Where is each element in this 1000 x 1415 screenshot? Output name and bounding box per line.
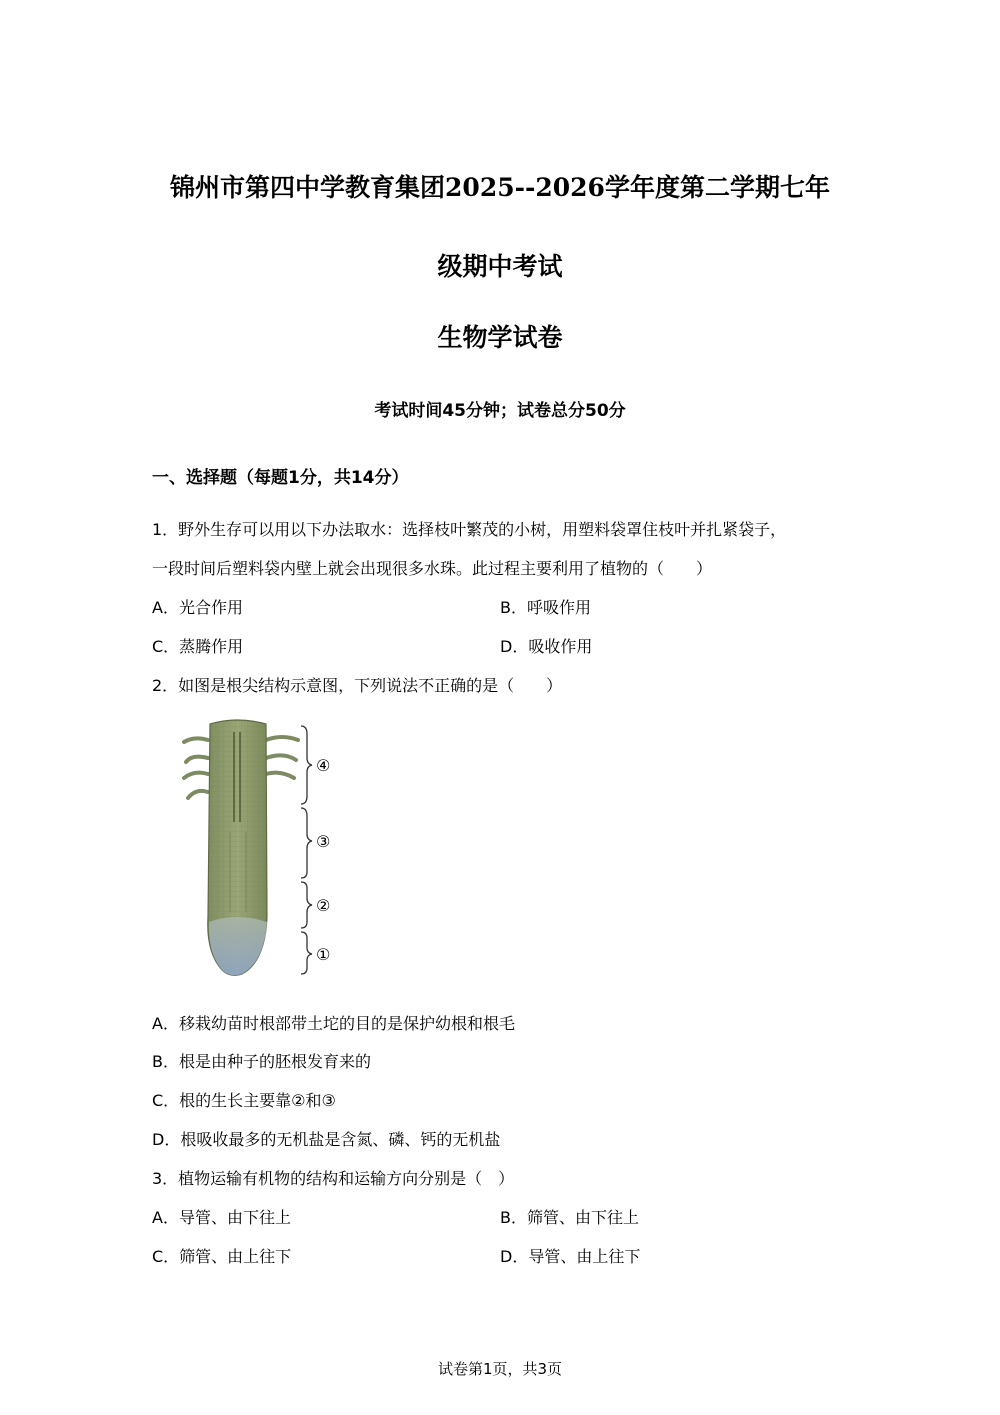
exam-title-line2: 级期中考试 bbox=[437, 252, 563, 281]
question-3-stem: 3．植物运输有机物的结构和运输方向分别是（ ） bbox=[152, 1169, 515, 1188]
question-2-option-b: B．根是由种子的胚根发育来的 bbox=[152, 1052, 371, 1071]
root-cap bbox=[209, 917, 267, 975]
question-3-option-d: D．导管、由上往下 bbox=[500, 1247, 641, 1266]
figure-label-1: ① bbox=[316, 945, 331, 964]
root-tip-diagram bbox=[170, 712, 350, 984]
question-2-option-c: C．根的生长主要靠②和③ bbox=[152, 1091, 336, 1110]
question-1-line1: 1．野外生存可以用以下办法取水：选择枝叶繁茂的小树，用塑料袋罩住枝叶并扎紧袋子， bbox=[152, 520, 787, 539]
question-1-option-d: D．吸收作用 bbox=[500, 637, 593, 656]
question-2-option-a: A．移栽幼苗时根部带土坨的目的是保护幼根和根毛 bbox=[152, 1014, 515, 1033]
exam-title-line1: 锦州市第四中学教育集团2025--2026学年度第二学期七年 bbox=[170, 173, 830, 202]
exam-subject-title: 生物学试卷 bbox=[437, 323, 563, 352]
question-3-option-a: A．导管、由下往上 bbox=[152, 1208, 291, 1227]
section-heading: 一、选择题（每题1分，共14分） bbox=[152, 468, 409, 488]
page-footer: 试卷第1页，共3页 bbox=[437, 1360, 563, 1378]
question-3-option-c: C．筛管、由上往下 bbox=[152, 1247, 292, 1266]
question-1-option-b: B．呼吸作用 bbox=[500, 598, 591, 617]
figure-label-3: ③ bbox=[316, 832, 331, 851]
question-1-line2: 一段时间后塑料袋内壁上就会出现很多水珠。此过程主要利用了植物的（ ） bbox=[152, 559, 713, 578]
question-3-option-b: B．筛管、由下往上 bbox=[500, 1208, 639, 1227]
figure-label-2: ② bbox=[316, 896, 331, 915]
question-2-option-d: D．根吸收最多的无机盐是含氮、磷、钙的无机盐 bbox=[152, 1130, 501, 1149]
question-1-option-a: A．光合作用 bbox=[152, 598, 243, 617]
exam-info: 考试时间45分钟；试卷总分50分 bbox=[374, 401, 626, 421]
question-2-stem: 2．如图是根尖结构示意图，下列说法不正确的是（ ） bbox=[152, 676, 563, 695]
question-1-option-c: C．蒸腾作用 bbox=[152, 637, 244, 656]
figure-label-4: ④ bbox=[316, 756, 331, 775]
